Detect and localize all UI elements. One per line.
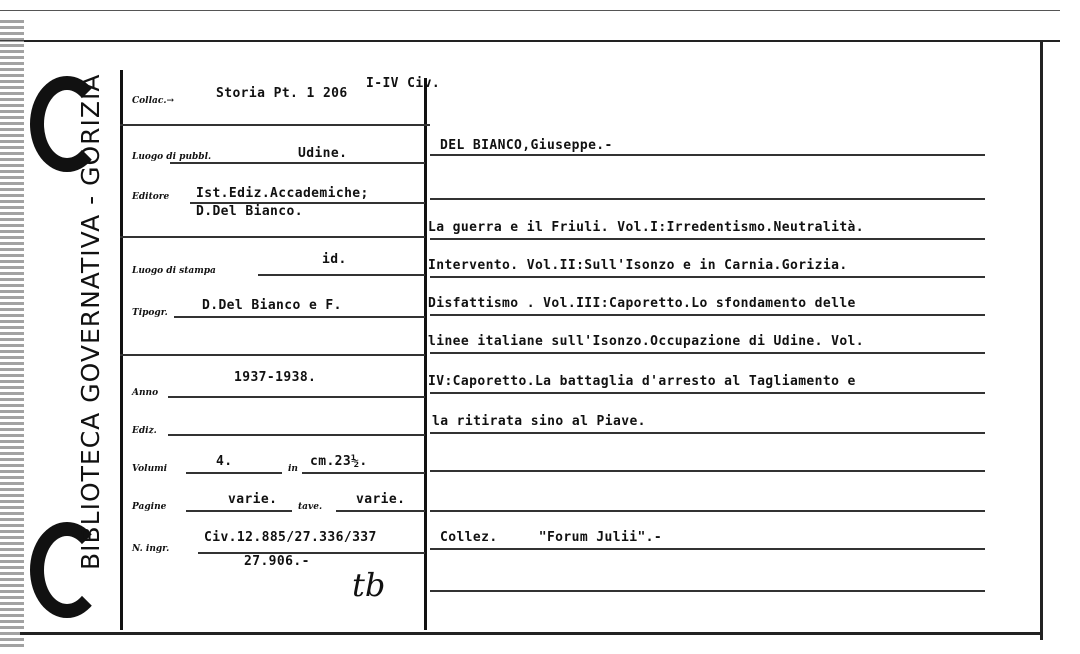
title-line-4: linee italiane sull'Isonzo.Occupazione di Udine. Vol.	[428, 334, 865, 349]
value-luogo-stampa: id.	[322, 252, 347, 267]
label-in: in	[288, 464, 298, 474]
rule-edizione	[168, 434, 425, 436]
rule-tavole	[336, 510, 425, 512]
label-tavole: tave.	[298, 502, 323, 512]
value-editore-2: D.Del Bianco.	[196, 204, 303, 219]
rule-editore-2	[120, 236, 425, 238]
left-edge-texture	[0, 20, 24, 650]
value-tavole: varie.	[356, 492, 406, 507]
label-pagine: Pagine	[132, 502, 167, 512]
rule-r3	[430, 238, 985, 240]
value-collocazione: Storia Pt. 1 206	[216, 86, 348, 101]
label-editore: Editore	[132, 192, 170, 202]
author-heading: DEL BIANCO,Giuseppe.-	[440, 138, 613, 153]
value-pagine: varie.	[228, 492, 278, 507]
value-editore-1: Ist.Ediz.Accademiche;	[196, 186, 369, 201]
rule-r1	[430, 154, 985, 156]
rule-r12	[430, 590, 985, 592]
label-luogo-stampa: Luogo di stampa	[132, 266, 216, 276]
label-luogo-pubbl: Luogo di pubbl.	[132, 152, 212, 162]
value-tipografo: D.Del Bianco e F.	[202, 298, 342, 313]
rule-collocazione	[120, 124, 430, 126]
rule-luogo	[170, 162, 425, 164]
rule-tipografo	[174, 316, 425, 318]
value-n-ingr-2: 27.906.-	[244, 554, 310, 569]
title-line-6: la ritirata sino al Piave.	[432, 414, 646, 429]
collection-line: Collez. "Forum Julii".-	[440, 530, 663, 545]
rule-anno	[168, 396, 425, 398]
label-tipografo: Tipogr.	[132, 308, 168, 318]
label-collocazione: Collac.→	[132, 96, 174, 106]
value-collocazione-suffix: I-IV Civ.	[366, 76, 441, 91]
rule-r8	[430, 432, 985, 434]
bottom-border	[20, 632, 1042, 635]
rule-r6	[430, 352, 985, 354]
rule-formato	[302, 472, 425, 474]
rule-r9	[430, 470, 985, 472]
rule-r5	[430, 314, 985, 316]
title-line-3: Disfattismo . Vol.III:Caporetto.Lo sfondamento delle	[428, 296, 856, 311]
rule-ingr	[198, 552, 425, 554]
rule-blank	[120, 354, 425, 356]
label-volumi: Volumi	[132, 464, 168, 474]
rule-pagine	[186, 510, 292, 512]
rule-r4	[430, 276, 985, 278]
label-anno: Anno	[132, 388, 159, 398]
value-formato: cm.23½.	[310, 454, 368, 469]
rule-r7	[430, 392, 985, 394]
top-border	[0, 10, 1060, 11]
right-border	[1040, 40, 1043, 640]
title-line-5: IV:Caporetto.La battaglia d'arresto al Tagliamento e	[428, 374, 856, 389]
value-n-ingr-1: Civ.12.885/27.336/337	[204, 530, 377, 545]
value-volumi: 4.	[216, 454, 233, 469]
value-luogo-pubbl: Udine.	[298, 146, 348, 161]
title-line-1: La guerra e il Friuli. Vol.I:Irredentismo.Neutralità.	[428, 220, 865, 235]
handwritten-sigla: tb	[352, 566, 386, 604]
library-stamp: BIBLIOTECA GOVERNATIVA - GORIZIA	[76, 73, 105, 570]
rule-stampa	[258, 274, 425, 276]
rule-r11	[430, 548, 985, 550]
card-top-rule	[0, 40, 1060, 42]
label-n-ingr: N. ingr.	[132, 544, 170, 554]
rule-volumi	[186, 472, 282, 474]
title-line-2: Intervento. Vol.II:Sull'Isonzo e in Carnia.Gorizia.	[428, 258, 848, 273]
value-anno: 1937-1938.	[234, 370, 317, 385]
left-margin-line	[120, 70, 123, 630]
label-edizione: Ediz.	[132, 426, 157, 436]
rule-r2	[430, 198, 985, 200]
rule-r10	[430, 510, 985, 512]
